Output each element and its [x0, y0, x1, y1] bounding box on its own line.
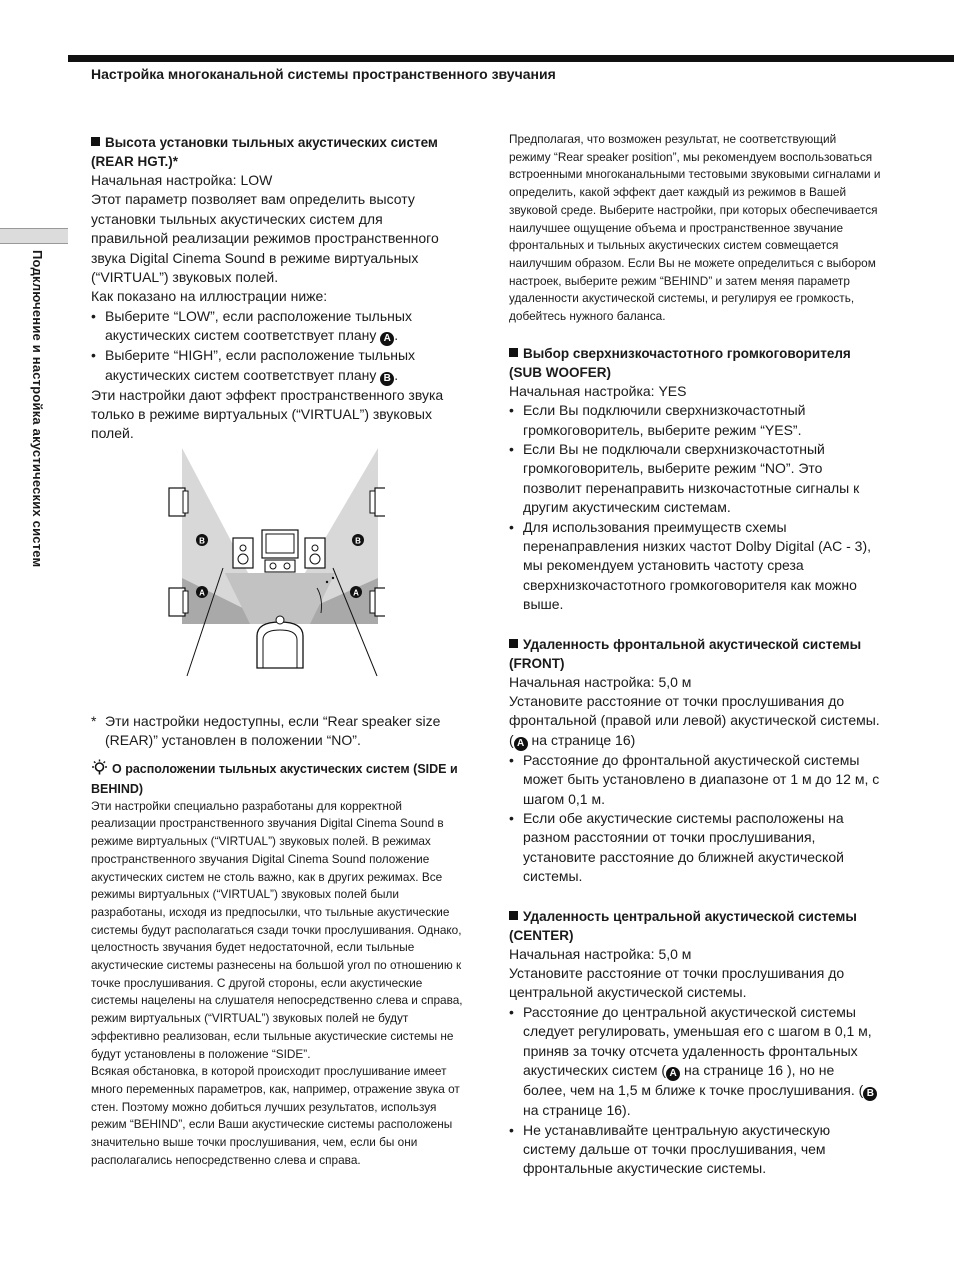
marker-b-right: [352, 534, 364, 546]
lightbulb-icon: [91, 759, 108, 781]
square-bullet-icon: [91, 137, 100, 146]
marker-a-right: [350, 586, 362, 598]
right-intro: Предполагая, что возможен результат, не соответствующий режиму “Rear speaker position”, мы рекомендуем воспользоваться встроенными многоканальными тестовыми звуковыми сигналами и определить, какой эффект дает каждый из режимов в Вашей звуковой среде. Выберите настройки, при которых обеспечивается наилучшее ощущение объема и пространственное звучание фронтальных и тыльных акустических систем совмещается наилучшим образом. Если Вы не можете определиться с выбором настроек, выберите режим “BEHIND” и затем меняя параметр удаленности акустической системы, и регулируя ее громкость, добейтесь нужного баланса.: [509, 132, 881, 324]
sub-woofer-heading: Выбор сверхнизкочастотного громкоговорителя (SUB WOOFER): [509, 345, 851, 380]
center-heading: Удаленность центральной акустической системы (CENTER): [509, 908, 857, 943]
footnote-star: *: [91, 712, 97, 729]
svg-text:A: A: [199, 588, 205, 598]
rear-left-high-speaker: [169, 488, 188, 516]
center-initial: Начальная настройка: 5,0 м: [509, 945, 692, 962]
footnote: [91, 712, 463, 751]
front-description: Установите расстояние от точки прослушивания до фронтальной (правой или левой) акустической системы. ( A на странице 16): [509, 693, 880, 749]
list-item: • Если Вы подключили сверхнизкочастотный громкоговоритель, выберите режим “YES”.: [509, 401, 881, 440]
page-title: Настройка многоканальной системы пространственного звучания: [91, 66, 556, 82]
list-item: • Если обе акустические системы расположены на разном расстоянии от точки прослушивания, установите расстояние до ближней акустической системы.: [509, 809, 881, 887]
rear-right-low-speaker: [370, 588, 385, 616]
top-rule: [68, 55, 954, 62]
tip-body-2: Всякая обстановка, в которой происходит прослушивание имеет много переменных параметров, как, например, отражение звука от стен. Поэтому можно добиться лучших результатов, используя режим “BEHIND”, если Ваши акустические системы расположены значительно выше точки прослушивания, чем, если бы они располагались непосредственно слева и справа.: [91, 1064, 460, 1167]
center-speaker: [265, 560, 295, 572]
tip-heading: О расположении тыльных акустических систем (SIDE и BEHIND): [91, 759, 463, 798]
front-heading: Удаленность фронтальной акустической системы (FRONT): [509, 636, 862, 671]
front-right-speaker: [305, 538, 325, 568]
rear-hgt-bullets: [91, 307, 463, 386]
list-item: • Для использования преимуществ схемы перенаправления низких частот Dolby Digital (AC - 3), мы рекомендуем установить частоту среза сверхнизкочастотного громкоговорителя как можно выше.: [509, 518, 881, 615]
tip-body-1: Эти настройки специально разработаны для корректной реализации пространственного звучания Digital Cinema Sound в режиме виртуальных (“VIRTUAL”) звуковых полей. В режимах пространственного звучания Digital Cinema Sound положение акустических систем не столь важно, как в других режимах. Все режимы виртуальных (“VIRTUAL”) звуковых полей были разработаны, исходя из предпосылки, что тыльные акустические системы будут располагаться сзади точки прослушивания. Однако, целостность звучания будет недостаточной, если тыльные акустические системы разнесены на большой угол по отношению к точке прослушивания. С другой стороны, если акустические системы нацелены на слушателя непосредственно слева и справа, режим виртуальных (“VIRTUAL”) звуковых полей не будут эффективно реализован, если тыльные акустические системы не будут установлены в положение “SIDE”.: [91, 798, 463, 1061]
marker-a-icon: A: [514, 737, 528, 751]
list-item: • Выберите “LOW”, если расположение тыльных акустических систем соответствует плану A .: [91, 307, 463, 346]
square-bullet-icon: [509, 639, 518, 648]
sub-woofer-bullets: [509, 401, 881, 614]
speaker-placement-diagram: [165, 448, 385, 678]
marker-b-icon: B: [863, 1087, 877, 1101]
svg-text:B: B: [355, 536, 361, 546]
right-column: [509, 131, 881, 1179]
section-tab-label: Подключение и настройка акустических систем: [30, 250, 45, 568]
list-item: • Расстояние до фронтальной акустической системы может быть установлено в диапазоне от 1 м до 12 м, с шагом 0,1 м.: [509, 751, 881, 809]
marker-b-left: [196, 534, 208, 546]
square-bullet-icon: [509, 348, 518, 357]
angle-dot: [326, 581, 328, 583]
marker-a-icon: A: [380, 332, 394, 346]
list-item: • Если Вы не подключали сверхнизкочастотный громкоговоритель, выберите режим “NO”. Это позволит перенаправить низкочастотные сигналы к другим акустическим системам.: [509, 440, 881, 518]
section-tab: [0, 228, 68, 244]
rear-left-low-speaker: [169, 588, 188, 616]
rear-hgt-tail: Эти настройки дают эффект пространственного звука только в режиме виртуальных (“VIRTUAL”) звуковых полей.: [91, 386, 444, 442]
marker-a-left: [196, 586, 208, 598]
front-initial: Начальная настройка: 5,0 м: [509, 673, 692, 690]
list-item: • Не устанавливайте центральную акустическую систему дальше от точки прослушивания, чем фронтальные акустические системы.: [509, 1121, 881, 1179]
angle-dot: [332, 577, 334, 579]
marker-a-icon: A: [666, 1067, 680, 1081]
front-left-speaker: [233, 538, 253, 568]
svg-text:B: B: [199, 536, 205, 546]
list-item: • Выберите “HIGH”, если расположение тыльных акустических систем соответствует плану B .: [91, 346, 463, 385]
sub-woofer-initial: Начальная настройка: YES: [509, 382, 687, 399]
rear-hgt-as-shown: Как показано на иллюстрации ниже:: [91, 288, 328, 305]
svg-text:A: A: [353, 588, 359, 598]
rear-hgt-heading: Высота установки тыльных акустических систем (REAR HGT.)*: [91, 135, 438, 169]
rear-right-high-speaker: [370, 488, 385, 516]
square-bullet-icon: [509, 911, 518, 920]
front-bullets: [509, 751, 881, 887]
center-bullets: [509, 1003, 881, 1179]
footnote-text: Эти настройки недоступны, если “Rear speaker size (REAR)” установлен в положении “NO”.: [105, 712, 441, 749]
list-item: • Расстояние до центральной акустической системы следует регулировать, уменьшая его с шагом в 0,1 м, приняв за точку отсчета удаленность фронтальных акустических систем ( A на странице 16 ), но не более, чем на 1,5 м ближе к точке прослушивания. ( B на странице 16).: [509, 1003, 881, 1121]
marker-b-icon: B: [380, 372, 394, 386]
rear-hgt-initial: Начальная настройка: LOW: [91, 172, 273, 188]
rear-hgt-description: Этот параметр позволяет вам определить высоту установки тыльных акустических систем для правильной реализации режимов пространственного звука Digital Cinema Sound в режиме виртуальных (“VIRTUAL”) звуковых полей.: [91, 191, 439, 286]
center-description: Установите расстояние от точки прослушивания до центральной акустической системы.: [509, 965, 845, 1001]
tv-set: [262, 530, 298, 558]
